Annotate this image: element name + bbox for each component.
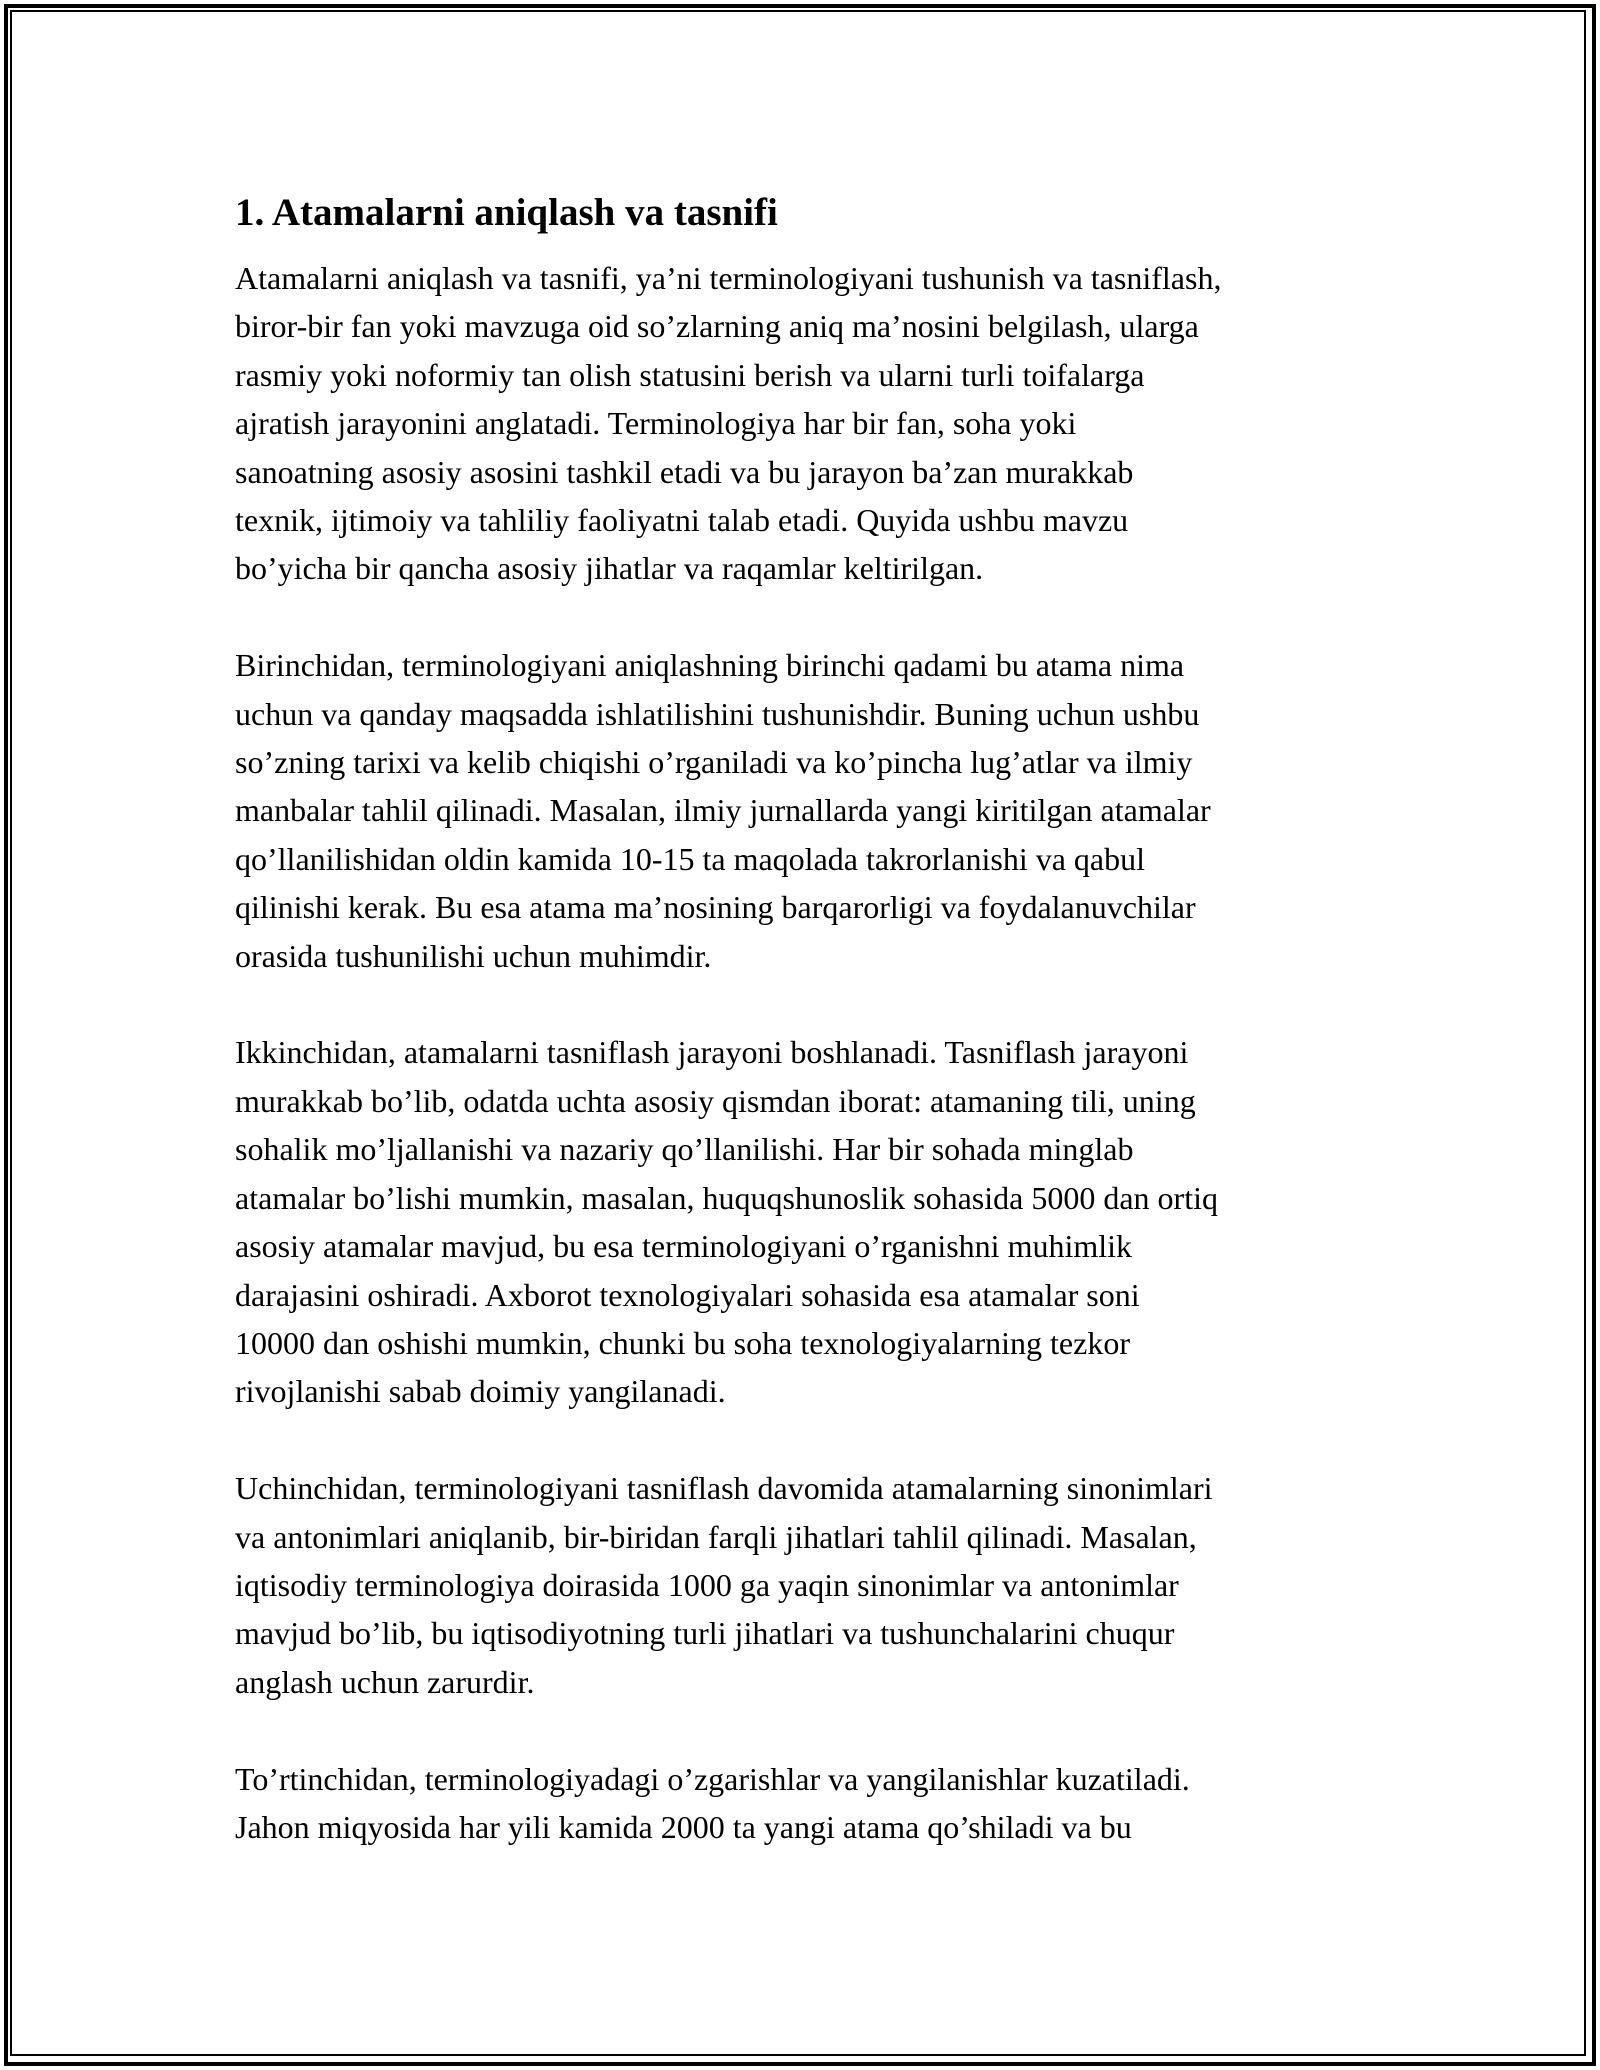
- text-line: Uchinchidan, terminologiyani tasniflash davomida atamalarning sinonimlari: [235, 1470, 1213, 1507]
- text-line: bo’yicha bir qancha asosiy jihatlar va raqamlar keltirilgan.: [235, 550, 984, 587]
- text-line: orasida tushunilishi uchun muhimdir.: [235, 937, 712, 974]
- text-line: va antonimlari aniqlanib, bir-biridan farqli jihatlari tahlil qilinadi. Masalan,: [235, 1518, 1197, 1555]
- paragraph-intro: [235, 254, 1375, 593]
- text-line: sanoatning asosiy asosini tashkil etadi va bu jarayon ba’zan murakkab: [235, 453, 1134, 490]
- text-line: mavjud bo’lib, bu iqtisodiyotning turli jihatlari va tushunchalarini chuqur: [235, 1615, 1175, 1652]
- text-line: atamalar bo’lishi mumkin, masalan, huquqshunoslik sohasida 5000 dan ortiq: [235, 1179, 1218, 1216]
- text-line: darajasini oshiradi. Axborot texnologiyalari sohasida esa atamalar soni: [235, 1276, 1140, 1313]
- text-line: anglash uchun zarurdir.: [235, 1663, 535, 1700]
- text-line: rasmiy yoki noformiy tan olish statusini berish va ularni turli toifalarga: [235, 356, 1145, 393]
- text-line: manbalar tahlil qilinadi. Masalan, ilmiy jurnallarda yangi kiritilgan atamalar: [235, 792, 1211, 829]
- paragraph-first: [235, 641, 1375, 980]
- text-line: qilinishi kerak. Bu esa atama ma’nosining barqarorligi va foydalanuvchilar: [235, 889, 1196, 926]
- text-line: To’rtinchidan, terminologiyadagi o’zgarishlar va yangilanishlar kuzatiladi.: [235, 1760, 1190, 1797]
- text-line: Jahon miqyosida har yili kamida 2000 ta yangi atama qo’shiladi va bu: [235, 1808, 1132, 1845]
- text-line: ajratish jarayonini anglatadi. Terminologiya har bir fan, soha yoki: [235, 405, 1077, 442]
- text-line: asosiy atamalar mavjud, bu esa terminologiyani o’rganishni muhimlik: [235, 1228, 1133, 1265]
- document-body: [235, 182, 1375, 1900]
- text-line: 10000 dan oshishi mumkin, chunki bu soha texnologiyalarning tezkor: [235, 1324, 1130, 1361]
- text-line: sohalik mo’ljallanishi va nazariy qo’llanilishi. Har bir sohada minglab: [235, 1131, 1134, 1168]
- text-line: Ikkinchidan, atamalarni tasniflash jarayoni boshlanadi. Tasniflash jarayoni: [235, 1034, 1189, 1071]
- section-heading: 1. Atamalarni aniqlash va tasnifi: [235, 191, 778, 234]
- text-line: so’zning tarixi va kelib chiqishi o’rganiladi va ko’pincha lug’atlar va ilmiy: [235, 744, 1193, 781]
- text-line: iqtisodiy terminologiya doirasida 1000 ga yaqin sinonimlar va antonimlar: [235, 1566, 1179, 1603]
- text-line: texnik, ijtimoiy va tahliliy faoliyatni talab etadi. Quyida ushbu mavzu: [235, 502, 1129, 539]
- text-line: biror-bir fan yoki mavzuga oid so’zlarning aniq ma’nosini belgilash, ularga: [235, 308, 1199, 345]
- text-line: murakkab bo’lib, odatda uchta asosiy qismdan iborat: atamaning tili, uning: [235, 1082, 1196, 1119]
- paragraph-fourth: [235, 1755, 1375, 1852]
- text-line: qo’llanilishidan oldin kamida 10-15 ta maqolada takrorlanishi va qabul: [235, 840, 1145, 877]
- paragraph-second: [235, 1028, 1375, 1415]
- text-line: Birinchidan, terminologiyani aniqlashning birinchi qadami bu atama nima: [235, 647, 1185, 684]
- text-line: uchun va qanday maqsadda ishlatilishini tushunishdir. Buning uchun ushbu: [235, 695, 1200, 732]
- paragraph-third: [235, 1464, 1375, 1706]
- text-line: Atamalarni aniqlash va tasnifi, ya’ni terminologiyani tushunish va tasniflash,: [235, 260, 1222, 296]
- text-line: rivojlanishi sabab doimiy yangilanadi.: [235, 1373, 726, 1410]
